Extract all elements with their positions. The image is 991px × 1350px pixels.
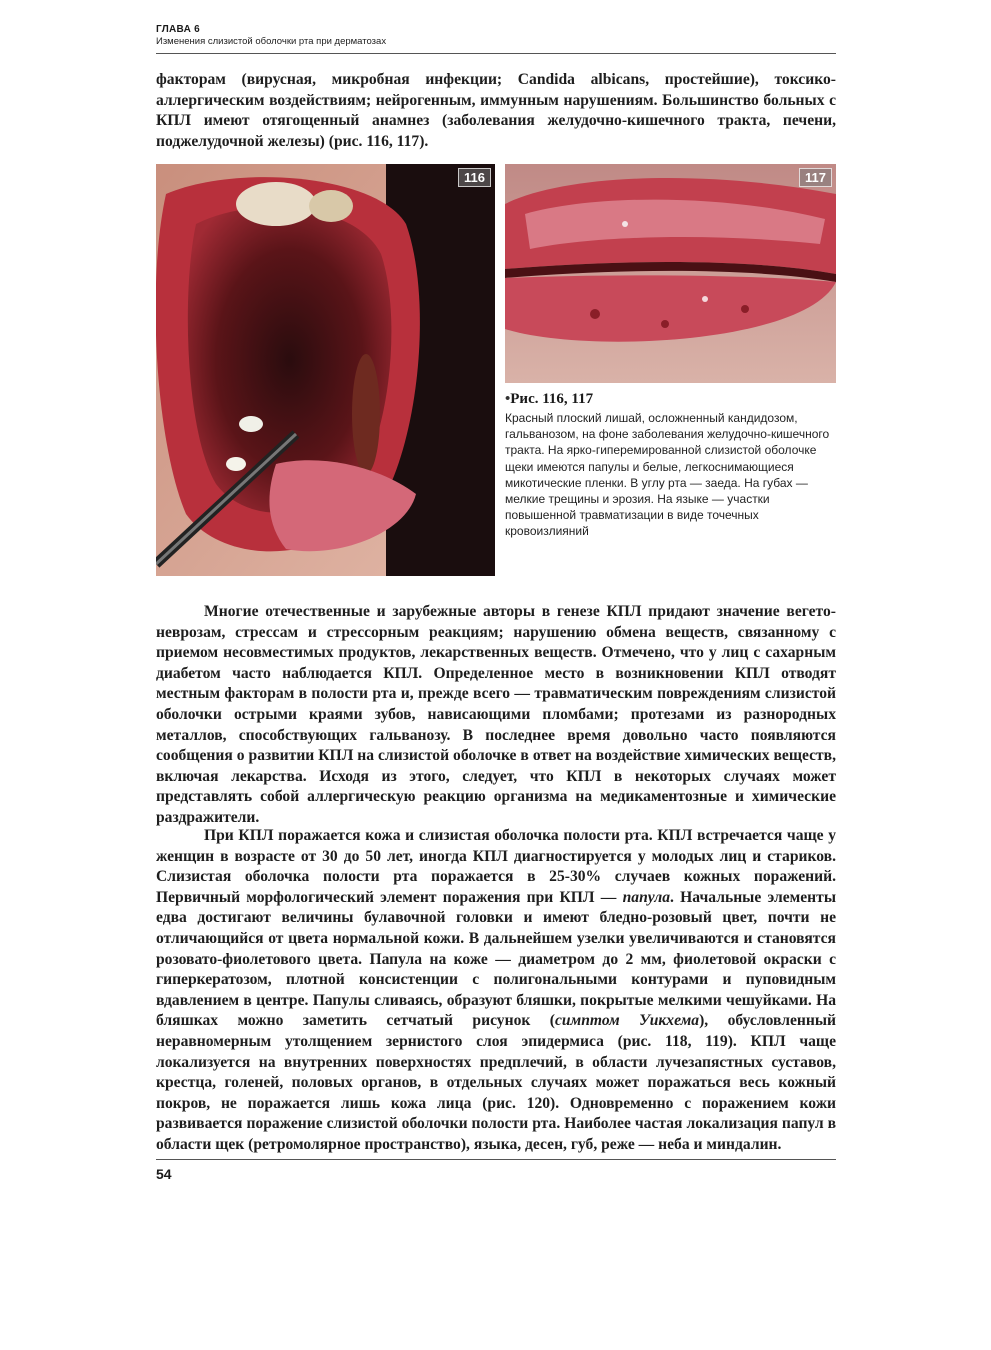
term-papula: папула	[622, 888, 671, 906]
figure-116-photo	[156, 164, 495, 576]
lips-illustration	[505, 164, 836, 383]
figure-117-number: 117	[799, 168, 832, 187]
chapter-subtitle: Изменения слизистой оболочки рта при дерматозах	[156, 36, 387, 47]
figure-caption	[505, 390, 836, 540]
paragraph-etiology: Многие отечественные и зарубежные авторы в генезе КПЛ придают значение вегето-неврозам, стрессам и стрессорным реакциям; нарушению обмена веществ, связанному с приемом несовместимых продуктов, лекарственных веществ. Отмечено, что у лиц с сахарным диабетом часто наблюдается КПЛ. Определенное место в возникновении КПЛ отводят местным факторам в полости рта и, прежде всего — травматическим повреждениям слизистой оболочки острыми краями зубов, нависающими пломбами; протезами из разнородных металлов, способствующих гальванозу. В последнее время довольно часто появляются сообщения о развитии КПЛ на слизистой оболочке в ответ на воздействие химических веществ, включая лекарства. Исходя из этого, следует, что КПЛ в некоторых случаях может представлять собой аллергическую реакцию организма на медикаментозные и химические раздражители.	[156, 603, 836, 826]
paragraph-intro: факторам (вирусная, микробная инфекции; Candida albicans, простейшие), токсико-аллергическим воздействиям; нейрогенным, иммунным нарушениям. Большинство больных с КПЛ имеют отягощенный анамнез (заболевания желудочно-кишечного тракта, печени, поджелудочной железы) (рис. 116, 117).	[156, 71, 836, 150]
figure-117-photo	[505, 164, 836, 383]
caption-title	[505, 390, 836, 408]
open-mouth-illustration	[156, 164, 495, 576]
paragraph-clinical-part3: ), обусловленный неравномерным утолщением зернистого слоя эпидермиса (рис. 118, 119). КПЛ чаще локализуется на внутренних поверхностях предплечий, в области лучезапястных суставов, крестца, голеней, половых органов, в отдельных случаях может поражаться весь кожный покров, не поражается лишь кожа лица (рис. 120). Одновременно с поражением кожи развивается поражение слизистой оболочки полости рта. Наиболее частая локализация папул в области щек (ретромолярное пространство), языка, десен, губ, реже — неба и миндалин.	[156, 1012, 836, 1153]
page-number: 54	[156, 1166, 172, 1182]
caption-title-text: Рис. 116, 117	[510, 391, 594, 407]
figure-116-number: 116	[458, 168, 491, 187]
footer-rule	[156, 1159, 836, 1160]
term-wickham-symptom: симптом Уикхема	[554, 1012, 700, 1030]
running-header	[156, 24, 836, 48]
caption-bullet: •	[505, 391, 511, 407]
paragraph-clinical	[156, 826, 836, 1156]
header-rule	[156, 53, 836, 54]
chapter-label: ГЛАВА 6	[156, 24, 201, 35]
caption-text: Красный плоский лишай, осложненный кандидозом, гальванозом, на фоне заболевания желудочно-кишечного тракта. На ярко-гиперемированной слизистой оболочке щеки имеются папулы и белые, легкоснимающиеся микотические пленки. В углу рта — заеда. На губах — мелкие трещины и эрозия. На языке — участки повышенной травматизации в виде точечных кровоизлияний	[505, 411, 830, 539]
paragraph-clinical-part1: При КПЛ поражается кожа и слизистая оболочка полости рта. КПЛ встречается чаще у женщин в возрасте от 30 до 50 лет, иногда КПЛ диагностируется у молодых лиц и стариков. Слизистая оболочка полости рта поражается в 25-30% случаев кожных поражений. Первичный морфологический элемент поражения при КПЛ —	[156, 827, 836, 906]
paragraph-clinical-part2: . Начальные элементы едва достигают величины булавочной головки и имеют бледно-розовый цвет, почти не отличающийся от цвета нормальной кожи. В дальнейшем узелки увеличиваются и становятся розовато-фиолетового цвета. Папула на коже — диаметром до 2 мм, фиолетовой окраски с гиперкератозом, плотной консистенции с полигональными контурами и пуповидным вдавлением в центре. Папулы сливаясь, образуют бляшки, покрытые мелкими чешуйками. На бляшках можно заметить сетчатый рисунок (	[156, 888, 836, 1030]
